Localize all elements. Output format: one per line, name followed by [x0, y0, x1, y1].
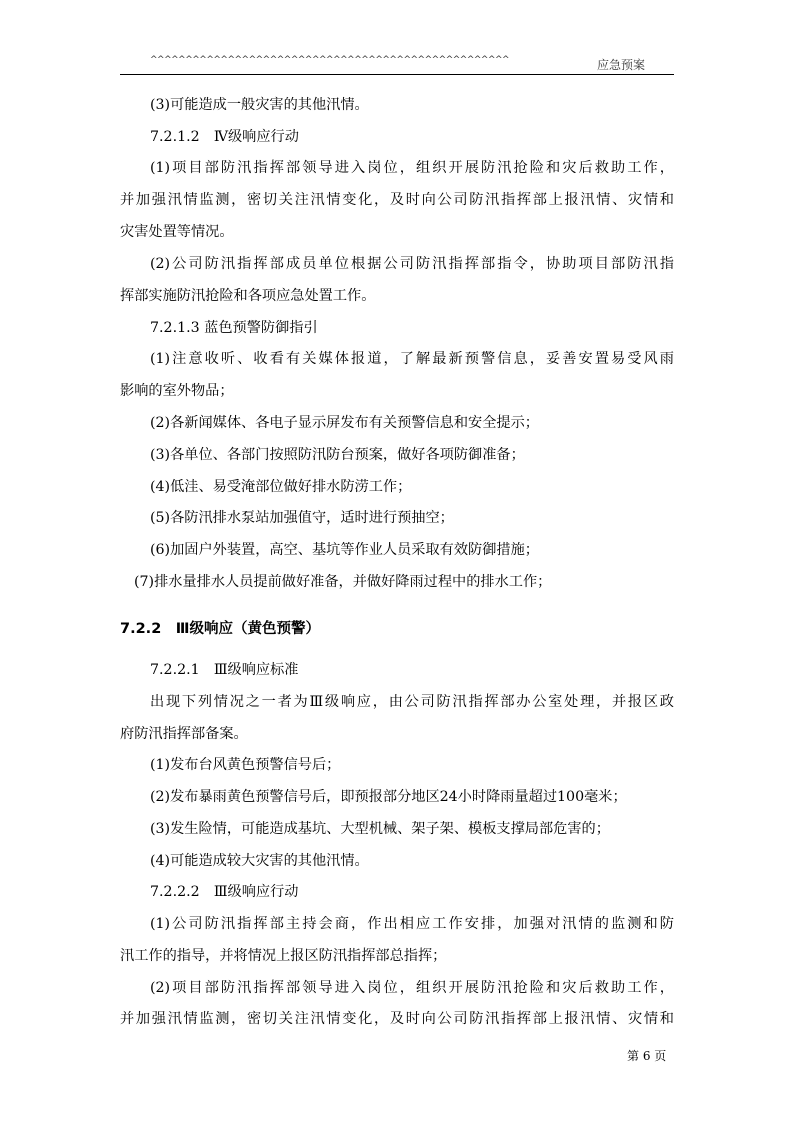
paragraph-line: (4)可能造成较大灾害的其他汛情。 — [150, 853, 369, 869]
paragraph-line: (3)各单位、各部门按照防汛防台预案，做好各项防御准备； — [150, 447, 525, 463]
paragraph-line: (7)排水量排水人员提前做好准备，并做好降雨过程中的排水工作； — [134, 574, 552, 590]
paragraph-line: 影响的室外物品； — [120, 383, 234, 399]
subsection-heading: 7.2.2.2 Ⅲ级响应行动 — [150, 884, 299, 900]
subsection-heading: 7.2.1.3 蓝色预警防御指引 — [150, 320, 318, 336]
paragraph-line: (3)可能造成一般灾害的其他汛情。 — [150, 97, 369, 113]
paragraph-line: (5)各防汛排水泵站加强值守，适时进行预抽空； — [150, 510, 454, 526]
paragraph-line: 灾害处置等情况。 — [120, 224, 234, 240]
section-heading: 7.2.2 Ⅲ级响应（黄色预警） — [120, 621, 320, 637]
header-decoration: ^^^^^^^^^^^^^^^^^^^^^^^^^^^^^^^^^^^^^^^^^^^^^^^^^^^ — [150, 55, 510, 65]
paragraph-line: 并加强汛情监测，密切关注汛情变化，及时向公司防汛指挥部上报汛情、灾情和 — [120, 192, 674, 208]
paragraph-line: (2)发布暴雨黄色预警信号后，即预报部分地区24小时降雨量超过100毫米； — [150, 789, 627, 805]
paragraph-line: (4)低洼、易受淹部位做好排水防涝工作； — [150, 479, 412, 495]
paragraph-line: (2)公司防汛指挥部成员单位根据公司防汛指挥部指令，协助项目部防汛指 — [150, 256, 674, 272]
paragraph-line: (1)项目部防汛指挥部领导进入岗位，组织开展防汛抢险和灾后救助工作， — [150, 160, 674, 176]
paragraph-line: (1)注意收听、收看有关媒体报道，了解最新预警信息，妥善安置易受风雨 — [150, 351, 674, 367]
paragraph-line: (6)加固户外装置，高空、基坑等作业人员采取有效防御措施； — [150, 542, 539, 558]
page-number: 第 6 页 — [627, 1049, 667, 1063]
paragraph-line: (1)发布台风黄色预警信号后； — [150, 757, 341, 773]
subsection-heading: 7.2.2.1 Ⅲ级响应标准 — [150, 662, 299, 678]
header-title: 应急预案 — [597, 58, 646, 72]
paragraph-line: 并加强汛情监测，密切关注汛情变化，及时向公司防汛指挥部上报汛情、灾情和 — [120, 1011, 674, 1027]
paragraph-line: 挥部实施防汛抢险和各项应急处置工作。 — [120, 288, 376, 304]
paragraph-line: 出现下列情况之一者为Ⅲ级响应，由公司防汛指挥部办公室处理，并报区政 — [150, 694, 674, 710]
paragraph-line: (3)发生险情，可能造成基坑、大型机械、架子架、模板支撑局部危害的； — [150, 821, 610, 837]
paragraph-line: (2)项目部防汛指挥部领导进入岗位，组织开展防汛抢险和灾后救助工作， — [150, 980, 674, 996]
subsection-heading: 7.2.1.2 Ⅳ级响应行动 — [150, 129, 299, 145]
paragraph-line: 府防汛指挥部备案。 — [120, 726, 248, 742]
paragraph-line: (1)公司防汛指挥部主持会商，作出相应工作安排，加强对汛情的监测和防 — [150, 916, 674, 932]
header-divider — [120, 74, 674, 75]
paragraph-line: 汛工作的指导，并将情况上报区防汛指挥部总指挥； — [120, 948, 447, 964]
paragraph-line: (2)各新闻媒体、各电子显示屏发布有关预警信息和安全提示； — [150, 415, 539, 431]
